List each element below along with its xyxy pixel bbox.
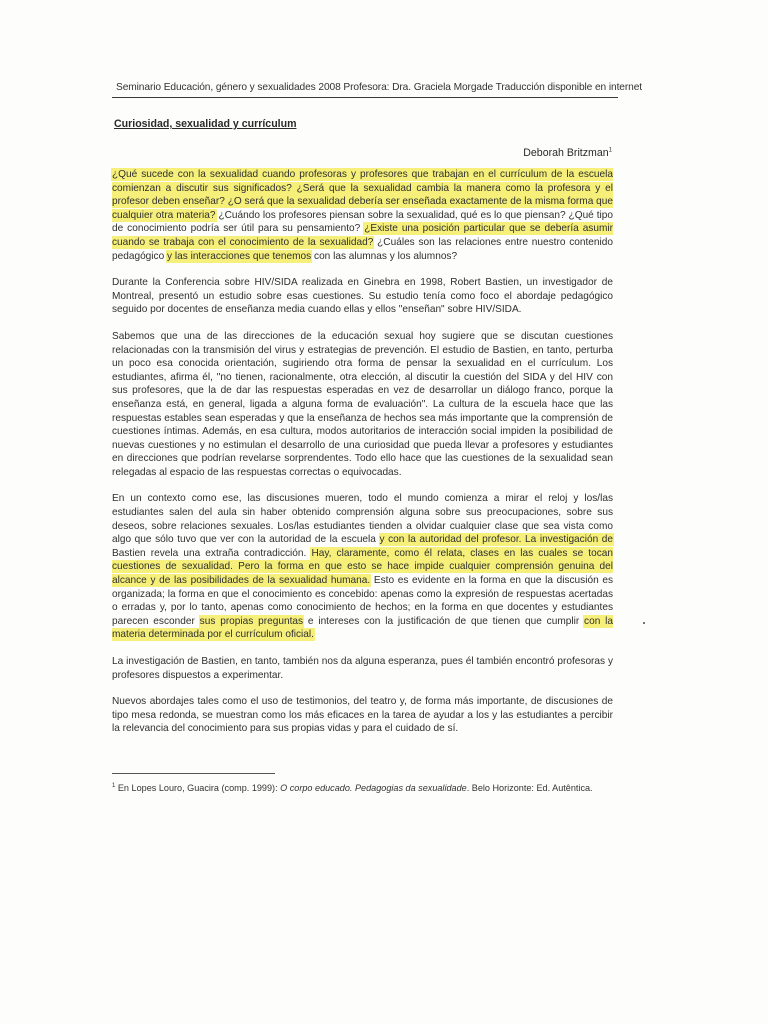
paragraph-4 — [112, 492, 613, 642]
scan-speck — [643, 622, 645, 624]
article-title: Curiosidad, sexualidad y currículum — [114, 118, 297, 130]
paragraph-text: Esto es evidente en la forma en que la discusión es organizada; la forma en que el conocimiento es concebido: apenas como la expresión de respuestas acertadas o erradas y, por lo tanto, apenas como conocimiento de hechos; en la forma en que docentes y estudiantes parecen esconder — [112, 575, 614, 627]
footnote-book-title: O corpo educado. Pedagogias da sexualidade — [280, 783, 467, 794]
highlighted-text: con la materia determinada por el currículum oficial. — [112, 615, 613, 641]
footnote — [112, 783, 618, 793]
paragraph-text: e intereses con la justificación de que tienen que cumplir — [303, 615, 585, 627]
paragraph-3 — [112, 330, 613, 480]
highlighted-text: sus propias preguntas — [199, 615, 304, 627]
highlighted-text: Hay, claramente, como él relata, clases en las cuales se tocan cuestiones de sexualidad. Pero la forma en que esto se hace impide cualquier comprensión genuina del alcance y de las posibilidades de la sexualidad humana. — [112, 547, 614, 587]
article-body — [112, 168, 613, 749]
paragraph-text: Durante la Conferencia sobre HIV/SIDA realizada en Ginebra en 1998, Robert Bastien, un investigador de Montreal, presentó un estudio sobre esas cuestiones. Su estudio tenía como foco el abordaje pedagógico seguido por docentes de enseñanza media cuando ellas y ellos "enseñan" sobre HIV/SIDA. — [112, 277, 613, 316]
paragraph-text: Nuevos abordajes tales como el uso de testimonios, del teatro y, de forma más importante, de discusiones de tipo mesa redonda, se muestran como los más eficaces en la tarea de ayudar a los y las estudiantes a percibir la relevancia del conocimiento para sus propias vidas y para el cuidado de sí. — [112, 696, 613, 735]
paragraph-text: ¿Cuándo los profesores piensan sobre la sexualidad, qué es lo que piensan? ¿Qué tipo de conocimiento podría ser útil para su pensamiento? — [112, 209, 614, 235]
paragraph-text: con las alumnas y los alumnos? — [311, 250, 458, 262]
footnote-mark: 1 — [112, 783, 116, 789]
paragraph-6 — [112, 695, 613, 736]
footnote-lead: En Lopes Louro, Guacira (comp. 1999): — [115, 783, 281, 794]
paragraph-text: En un contexto como ese, las discusiones mueren, todo el mundo comienza a mirar el reloj y los/las estudiantes salen del aula sin haber obtenido comprensión alguna sobre sus preocupaciones, sobre sus deseos, sobre relaciones sexuales. Los/las estudiantes tienden a olvidar cualquier clase que sea vista como algo que sólo tuvo que ver con la autoridad de la escuela — [112, 493, 613, 546]
header-rule — [112, 97, 618, 98]
paragraph-1 — [112, 168, 613, 263]
author-text: Deborah Britzman — [523, 147, 609, 159]
footnote-tail: . Belo Horizonte: Ed. Autêntica. — [466, 783, 593, 794]
running-header: Seminario Educación, género y sexualidades 2008 Profesora: Dra. Graciela Morgade Traducción disponible en internet — [116, 82, 643, 93]
paragraph-text: Bastien revela una extraña contradicción. — [112, 547, 312, 559]
footnote-rule — [112, 773, 275, 774]
paragraph-text: ¿Cuáles son las relaciones entre nuestro contenido pedagógico — [112, 236, 613, 262]
highlighted-text: y las interacciones que tenemos — [167, 250, 312, 262]
paragraph-text: La investigación de Bastien, en tanto, también nos da alguna esperanza, pues él también encontró profesoras y profesores dispuestos a experimentar. — [112, 656, 613, 681]
paragraph-text: Sabemos que una de las direcciones de la educación sexual hoy sugiere que se discutan cuestiones relacionadas con la transmisión del virus y estrategias de prevención. El estudio de Bastien, en tanto, perturba un poco esa conocida orientación, sugiriendo otra forma de pensar la sexualidad en el currículum. Los estudiantes, afirma él, "no tienen, racionalmente, otra elección, al discutir la cuestión del SIDA y del HIV con sus profesores, que la de dar las respuestas esperadas en vez de desarrollar un diálogo franco, porque la enseñanza está, en general, ligada a alguna forma de evaluación". La cultura de la escuela hace que las respuestas estables sean esperadas y que la enseñanza de hechos sea más importante que la comprensión de cuestiones íntimas. Además, en esa cultura, modos autoritarios de interacción social impiden la posibilidad de nuevas cuestiones y no estimulan el desarrollo de una curiosidad que pueda llevar a profesores y estudiantes en direcciones que podrían revelarse sorprendentes. Todo ello hace que las cuestiones de la sexualidad sean relegadas al espacio de las respuestas correctas o equivocadas. — [112, 330, 613, 478]
paragraph-5 — [112, 655, 613, 682]
highlighted-text: ¿Existe una posición particular que se debería asumir cuando se trabaja con el conocimiento de la sexualidad? — [112, 223, 613, 248]
paragraph-2 — [112, 276, 613, 317]
author-name — [523, 147, 612, 159]
highlighted-text: y con la autoridad del profesor. La investigación de — [379, 534, 613, 546]
highlighted-text: ¿Qué sucede con la sexualidad cuando profesoras y profesores que trabajan en el currículum de la escuela comienzan a discutir sus significados? ¿Será que la sexualidad cambia la manera como la profesora y el profesor deben enseñar? ¿O será que la sexualidad debería ser enseñada exactamente de la misma forma que cualquier otra materia? — [112, 169, 613, 221]
author-footnote-mark: 1 — [608, 147, 612, 154]
